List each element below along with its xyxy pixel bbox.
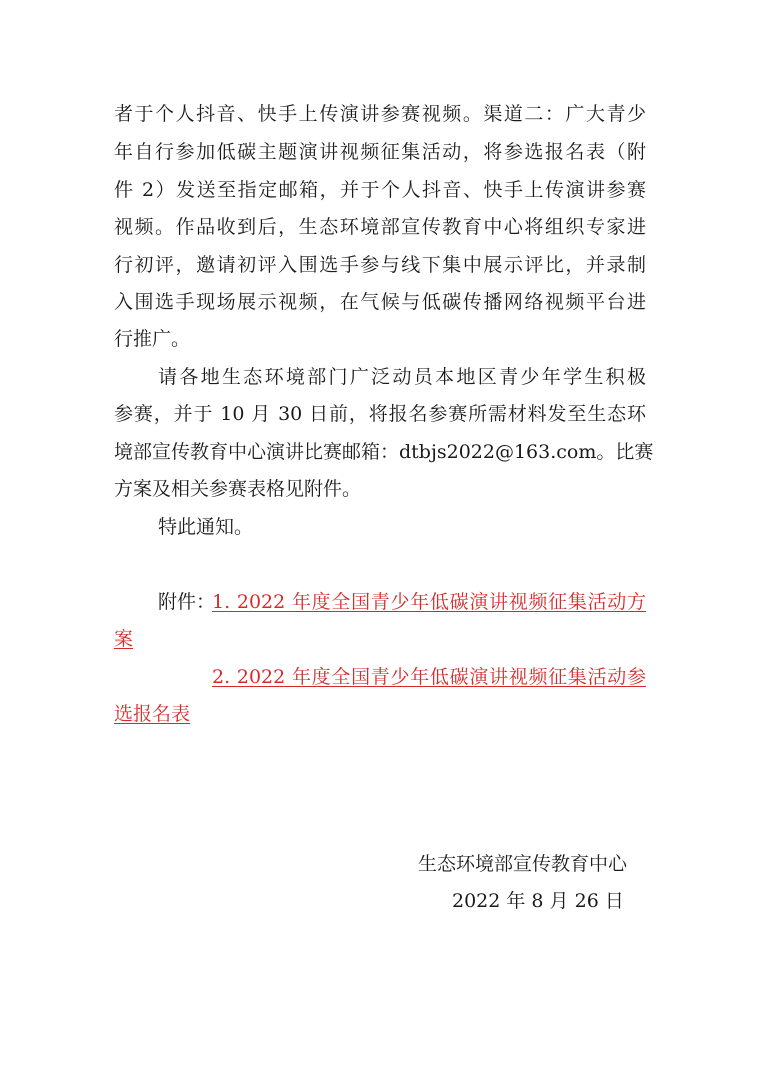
attachment-1-link-continued[interactable]: 案 [114, 628, 134, 650]
body-line: 者于个人抖音、快手上传演讲参赛视频。渠道二：广大青少 [114, 103, 646, 125]
attachment-2-link[interactable]: 2. 2022 年度全国青少年低碳演讲视频征集活动参 [212, 666, 646, 688]
body-line: 方案及相关参赛表格见附件。 [114, 478, 362, 500]
attachment-label: 附件： [158, 591, 216, 613]
body-line: 参赛，并于 10 月 30 日前，将报名参赛所需材料发至生态环 [114, 403, 646, 425]
body-line: 境部宣传教育中心演讲比赛邮箱：dtbjs2022@163.com。比赛 [114, 441, 654, 463]
signature-date: 2022 年 8 月 26 日 [452, 890, 624, 912]
body-line: 行推广。 [114, 328, 191, 350]
body-line: 行初评，邀请初评入围选手参与线下集中展示评比，并录制 [114, 254, 646, 276]
body-line: 请各地生态环境部门广泛动员本地区青少年学生积极 [158, 366, 646, 388]
body-line: 入围选手现场展示视频，在气候与低碳传播网络视频平台进 [114, 291, 646, 313]
body-line: 年自行参加低碳主题演讲视频征集活动，将参选报名表（附 [114, 141, 646, 163]
signature-org: 生态环境部宣传教育中心 [418, 853, 628, 875]
attachment-1-link[interactable]: 1. 2022 年度全国青少年低碳演讲视频征集活动方 [212, 591, 646, 613]
body-line: 视频。作品收到后，生态环境部宣传教育中心将组织专家进 [114, 216, 646, 238]
attachment-2-link-continued[interactable]: 选报名表 [114, 703, 191, 725]
closing-text: 特此通知。 [158, 516, 254, 538]
body-line: 件 2）发送至指定邮箱，并于个人抖音、快手上传演讲参赛 [114, 179, 646, 201]
